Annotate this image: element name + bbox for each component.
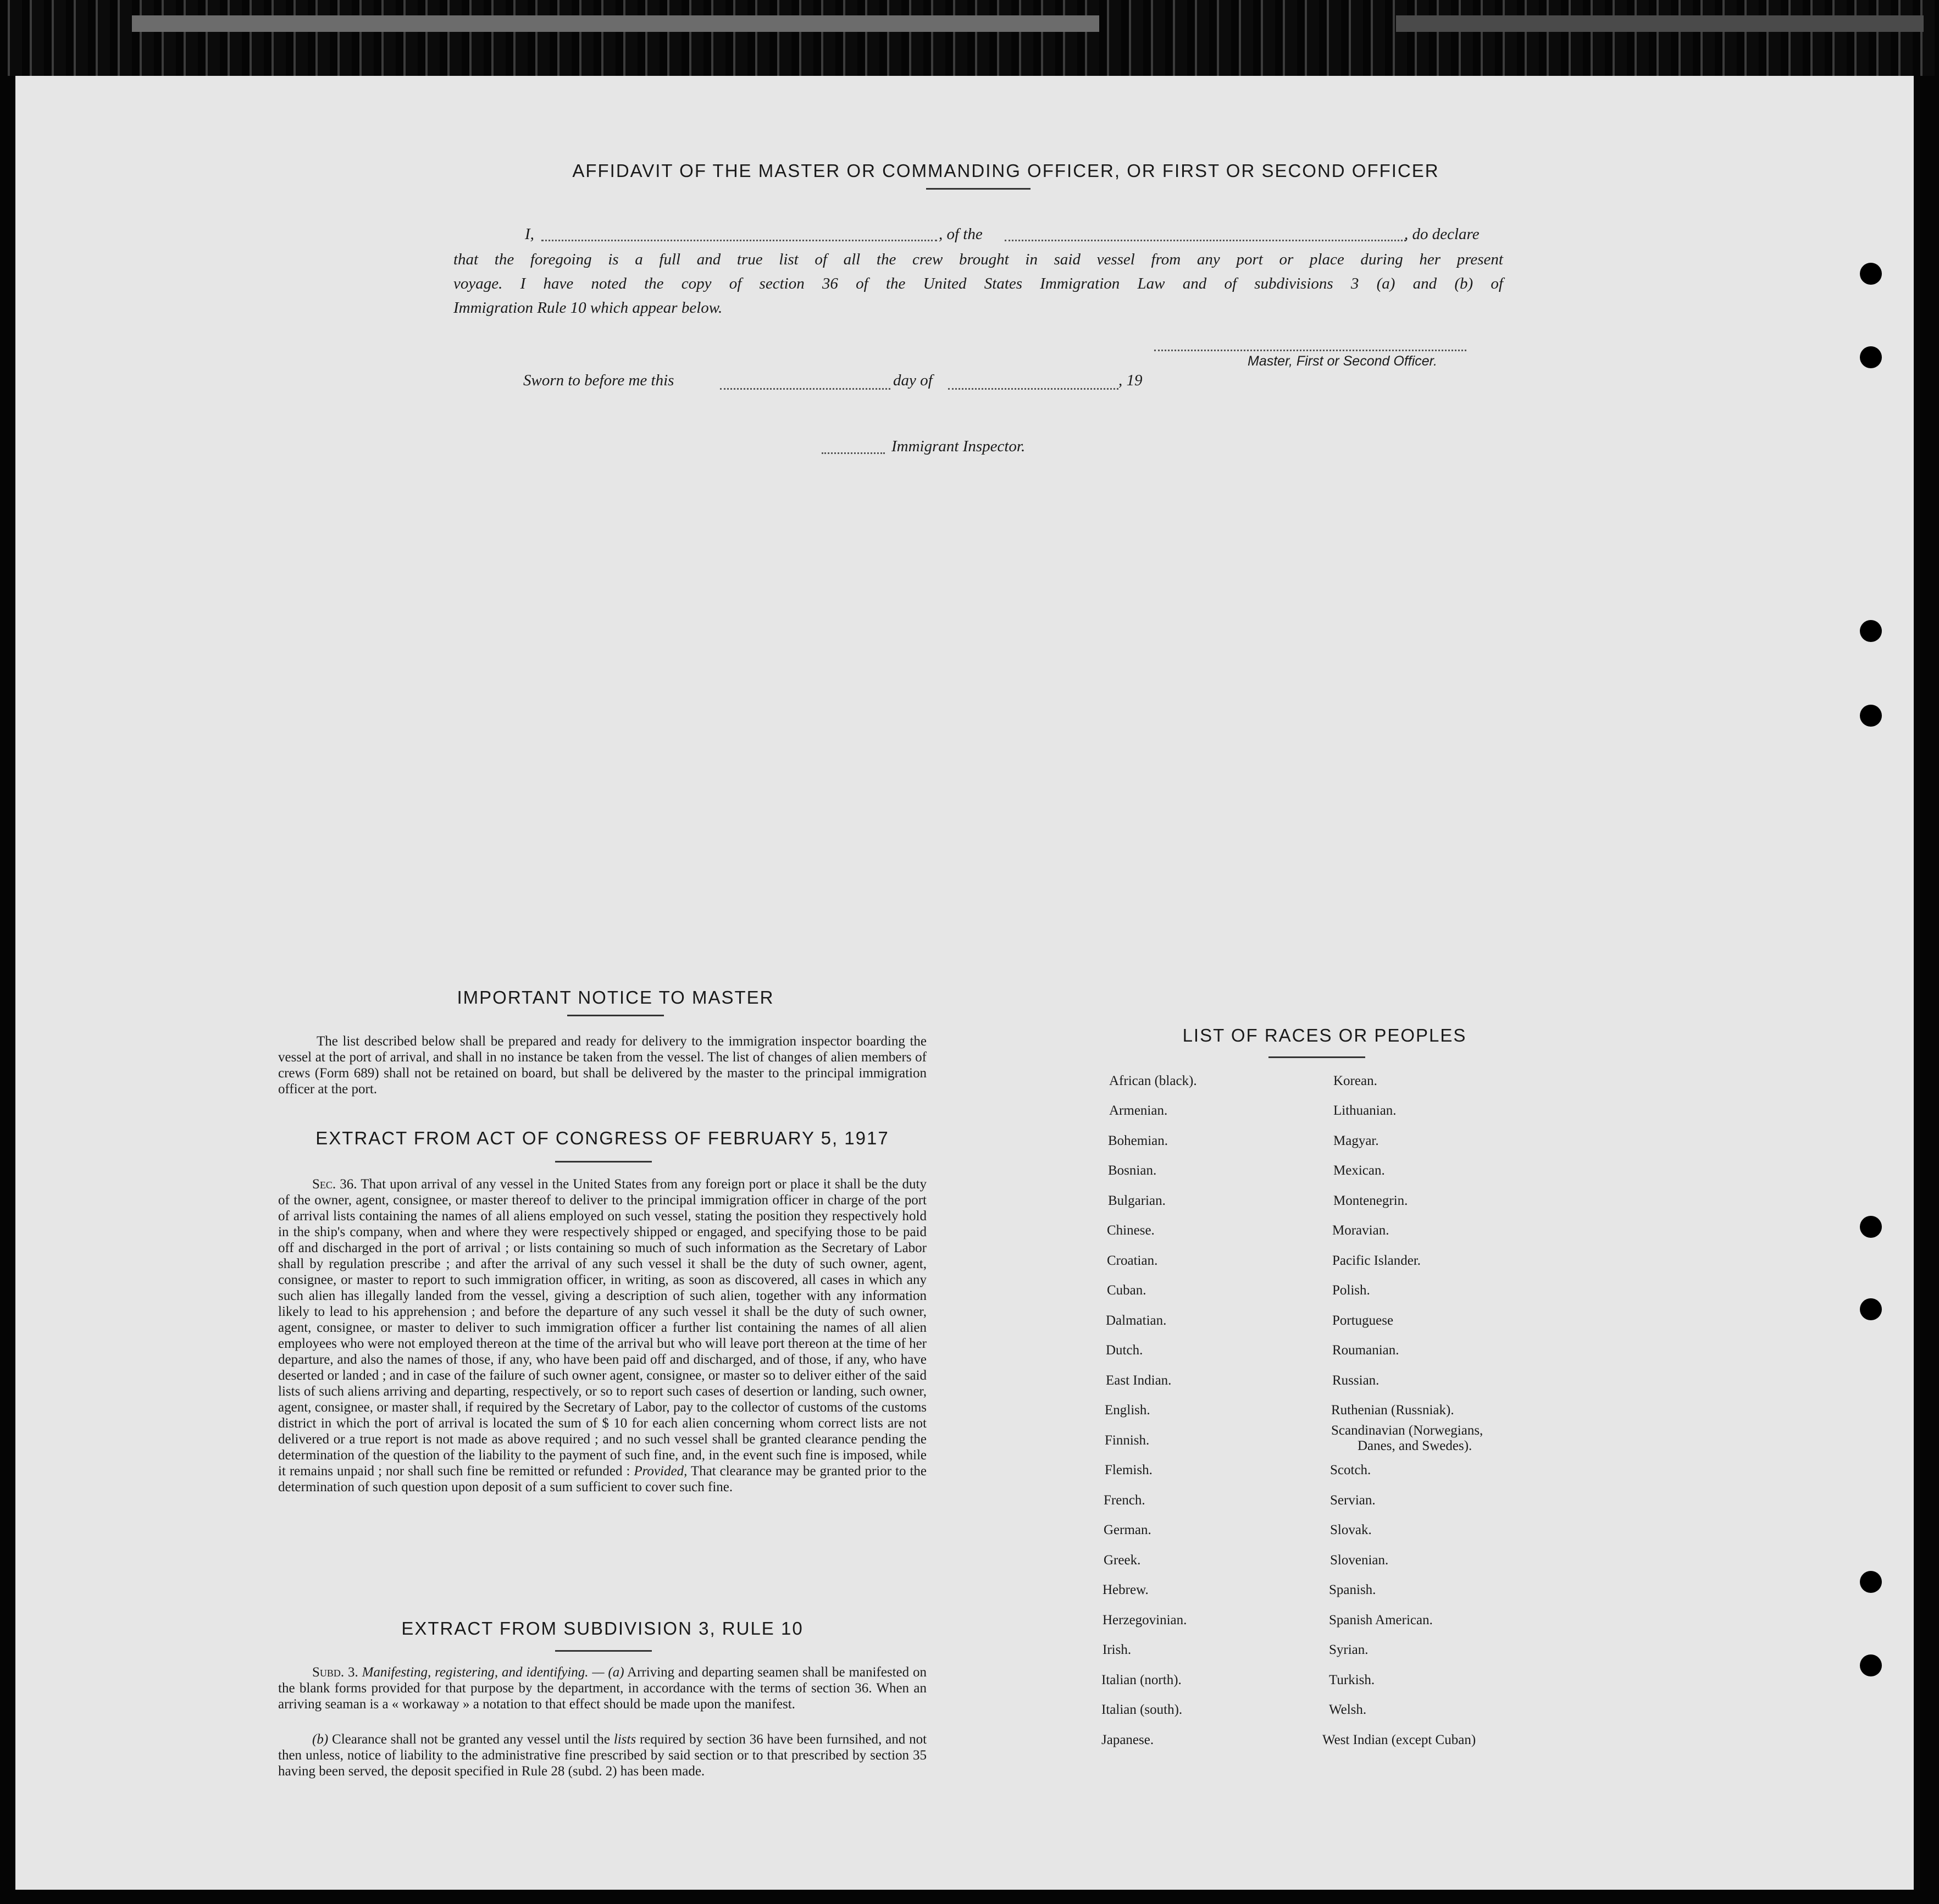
race-item: Dutch. — [1106, 1343, 1143, 1358]
act-text — [278, 1176, 927, 1495]
month-blank — [948, 388, 1118, 390]
race-item: Russian. — [1332, 1373, 1380, 1388]
affidavit-title: AFFIDAVIT OF THE MASTER OR COMMANDING OFFICER, OR FIRST OR SECOND OFFICER — [572, 160, 1439, 181]
race-item: Irish. — [1103, 1642, 1132, 1657]
act-body-end: That clearance may be granted prior to the determination of such question upon deposit of a sum sufficient to cover such fine. — [278, 1464, 927, 1495]
affidavit-line-4: Immigration Rule 10 which appear below. — [453, 299, 723, 317]
race-item: African (black). — [1109, 1073, 1197, 1088]
race-item: Croatian. — [1107, 1253, 1158, 1268]
race-item: Syrian. — [1329, 1642, 1369, 1657]
rule-text-b — [278, 1731, 927, 1779]
title-underline — [926, 188, 1031, 190]
race-item: Armenian. — [1109, 1103, 1168, 1118]
race-item: West Indian (except Cuban) — [1322, 1733, 1476, 1747]
sworn-day-blank — [720, 388, 890, 390]
race-item: Mexican. — [1333, 1163, 1385, 1178]
rule-title: EXTRACT FROM SUBDIVISION 3, RULE 10 — [401, 1618, 804, 1639]
race-item-continued: Danes, and Swedes). — [1358, 1438, 1472, 1453]
day-of-text: day of — [893, 372, 933, 389]
lists-word: lists — [613, 1732, 636, 1747]
act-title: EXTRACT FROM ACT OF CONGRESS OF FEBRUARY 5, 1917 — [315, 1128, 889, 1148]
race-item: Italian (south). — [1101, 1702, 1183, 1717]
race-item: Hebrew. — [1103, 1582, 1149, 1597]
race-item: Bosnian. — [1108, 1163, 1157, 1178]
punch-hole — [1860, 1298, 1882, 1320]
race-item: Korean. — [1333, 1073, 1377, 1088]
race-item: Montenegrin. — [1333, 1193, 1408, 1208]
race-item: Cuban. — [1107, 1283, 1146, 1298]
subd-label: Subd. 3. — [312, 1665, 358, 1680]
race-item: Japanese. — [1101, 1733, 1154, 1747]
race-item: Turkish. — [1329, 1673, 1375, 1687]
act-body: That upon arrival of any vessel in the United States from any foreign port or place it shall be the duty of the owner, agent, consignee, or master thereof to deliver to the principal immigration officer in charge of the port of arrival lists containing the names of all aliens employed on such vessel, stating the position they respectively hold in the ship's company, when and where they were respectively shipped or engaged, and specifying those to be paid off and discharged in the port of arrival ; or lists containing so much of such information as the Secretary of Labor shall by regulation prescribe ; and after the arrival of any such vessel it shall be the duty of such owner, agent, consignee, or master to report to such immigration officer, in writing, as soon as discovered, all cases in which any such alien has illegally landed from the vessel, giving a description of such alien, together with any information likely to lead to his apprehension ; and before the departure of any such vessel it shall be the duty of such owner, agent, consignee, or master to deliver to such immigration officer a further list containing the names of all alien employees who were not employed thereon at the time of the arrival but who will leave port thereon at the time of her departure, and also the names of those, if any, who have been paid off and discharged, and of those, if any, who have deserted or landed ; and in case of the failure of such owner agent, consignee, or master so to deliver either of the said lists of such aliens arriving and departing, respectively, or so to report such cases of desertion or landing, such owner, agent, consignee, or master shall, if required by the Secretary of Labor, pay to the collector of customs of the customs district in which the port of arrival is located the sum of $ 10 for each alien concerning whom correct lists are not delivered or a true report is not made as above required ; and no such vessel shall be granted clearance pending the determination of the question of the liability to the payment of such fine, and, in the event such fine is imposed, while it remains unpaid ; nor shall such fine be remitted or refunded : — [278, 1177, 927, 1479]
section-label: Sec. 36. — [312, 1177, 357, 1192]
name-blank — [541, 240, 937, 241]
punch-hole — [1860, 346, 1882, 368]
race-item: German. — [1104, 1523, 1151, 1537]
race-item: Spanish American. — [1329, 1613, 1433, 1628]
inspector-label: Immigrant Inspector. — [891, 438, 1026, 455]
rule-b-body-1: Clearance shall not be granted any vessel until the — [332, 1732, 611, 1747]
scan-edge-highlight — [132, 15, 1099, 32]
title-underline — [567, 1015, 664, 1016]
notice-title: IMPORTANT NOTICE TO MASTER — [457, 987, 774, 1008]
race-item: Spanish. — [1329, 1582, 1376, 1597]
inspector-signature-line — [822, 452, 885, 454]
affidavit-line-2: that the foregoing is a full and true list of all the crew brought in said vessel from any port or place during her present — [453, 251, 1503, 268]
race-item: Finnish. — [1105, 1433, 1150, 1448]
race-item: Slovak. — [1330, 1523, 1372, 1537]
affidavit-of-the: , of the — [939, 225, 983, 243]
subd-heading: Manifesting, registering, and identifying. — (a) — [362, 1665, 624, 1680]
form-page — [15, 76, 1914, 1890]
punch-hole — [1860, 705, 1882, 727]
race-item: Bulgarian. — [1108, 1193, 1166, 1208]
race-item: Moravian. — [1332, 1223, 1389, 1238]
punch-hole — [1860, 1654, 1882, 1676]
race-item: Pacific Islander. — [1332, 1253, 1421, 1268]
punch-hole — [1860, 263, 1882, 285]
race-item: Lithuanian. — [1333, 1103, 1397, 1118]
affidavit-line-3: voyage. I have noted the copy of section 36 of the United States Immigration Law and of subdivisions 3 (a) and (b) of — [453, 275, 1503, 292]
affidavit-i: I, — [525, 225, 534, 243]
race-item: Slovenian. — [1330, 1553, 1389, 1568]
master-label: Master, First or Second Officer. — [1248, 353, 1438, 369]
race-item: Scotch. — [1330, 1463, 1371, 1477]
race-item: Portuguese — [1332, 1313, 1394, 1328]
race-item: Scandinavian (Norwegians, — [1331, 1423, 1483, 1438]
vessel-blank — [1005, 240, 1406, 241]
race-item: Magyar. — [1333, 1133, 1379, 1148]
rule-b-body-2: required by section 36 have been furnsihed, and not then unless, notice of liability to the administrative fine prescribed by said section or to that prescribed by section 35 having been served, the deposit specified in Rule 28 (subd. 2) has been made. — [278, 1732, 927, 1779]
races-title: LIST OF RACES OR PEOPLES — [1182, 1025, 1467, 1045]
race-item: Polish. — [1332, 1283, 1370, 1298]
race-item: Flemish. — [1105, 1463, 1153, 1477]
race-item: Roumanian. — [1332, 1343, 1399, 1358]
title-underline — [1268, 1056, 1365, 1058]
provided-word: Provided, — [634, 1464, 688, 1479]
scan-top-edge — [0, 0, 1939, 76]
rule-text-a — [278, 1664, 927, 1712]
race-item: Dalmatian. — [1106, 1313, 1167, 1328]
title-underline — [555, 1161, 652, 1163]
master-signature-line — [1154, 350, 1466, 351]
race-item: English. — [1105, 1403, 1150, 1418]
year-text: , 19 — [1118, 372, 1143, 389]
punch-hole — [1860, 1216, 1882, 1238]
race-item: Greek. — [1104, 1553, 1141, 1568]
affidavit-do-declare: , do declare — [1404, 225, 1480, 243]
race-item: East Indian. — [1106, 1373, 1172, 1388]
punch-hole — [1860, 1571, 1882, 1593]
punch-hole — [1860, 620, 1882, 642]
race-item: Bohemian. — [1108, 1133, 1168, 1148]
race-item: Chinese. — [1107, 1223, 1155, 1238]
race-item: Servian. — [1330, 1493, 1376, 1508]
b-label: (b) — [312, 1732, 329, 1747]
race-item: Ruthenian (Russniak). — [1331, 1403, 1454, 1418]
title-underline — [555, 1650, 652, 1652]
rule-a-body: Arriving and departing seamen shall be manifested on the blank forms provided for that purpose by the department, in accordance with the terms of section 36. When an arriving seaman is a « workaway » a notation to that effect should be made upon the manifest. — [278, 1665, 927, 1712]
scan-edge-highlight — [1396, 15, 1924, 32]
notice-text: The list described below shall be prepared and ready for delivery to the immigration inspector boarding the vessel at the port of arrival, and shall in no instance be taken from the vessel. The list of changes of alien members of crews (Form 689) shall not be retained on board, but shall be delivered by the master to the principal immigration officer at the port. — [278, 1034, 927, 1097]
race-item: French. — [1104, 1493, 1145, 1508]
race-item: Herzegovinian. — [1103, 1613, 1187, 1628]
race-item: Welsh. — [1329, 1702, 1367, 1717]
race-item: Italian (north). — [1101, 1673, 1182, 1687]
sworn-text: Sworn to before me this — [523, 372, 674, 389]
